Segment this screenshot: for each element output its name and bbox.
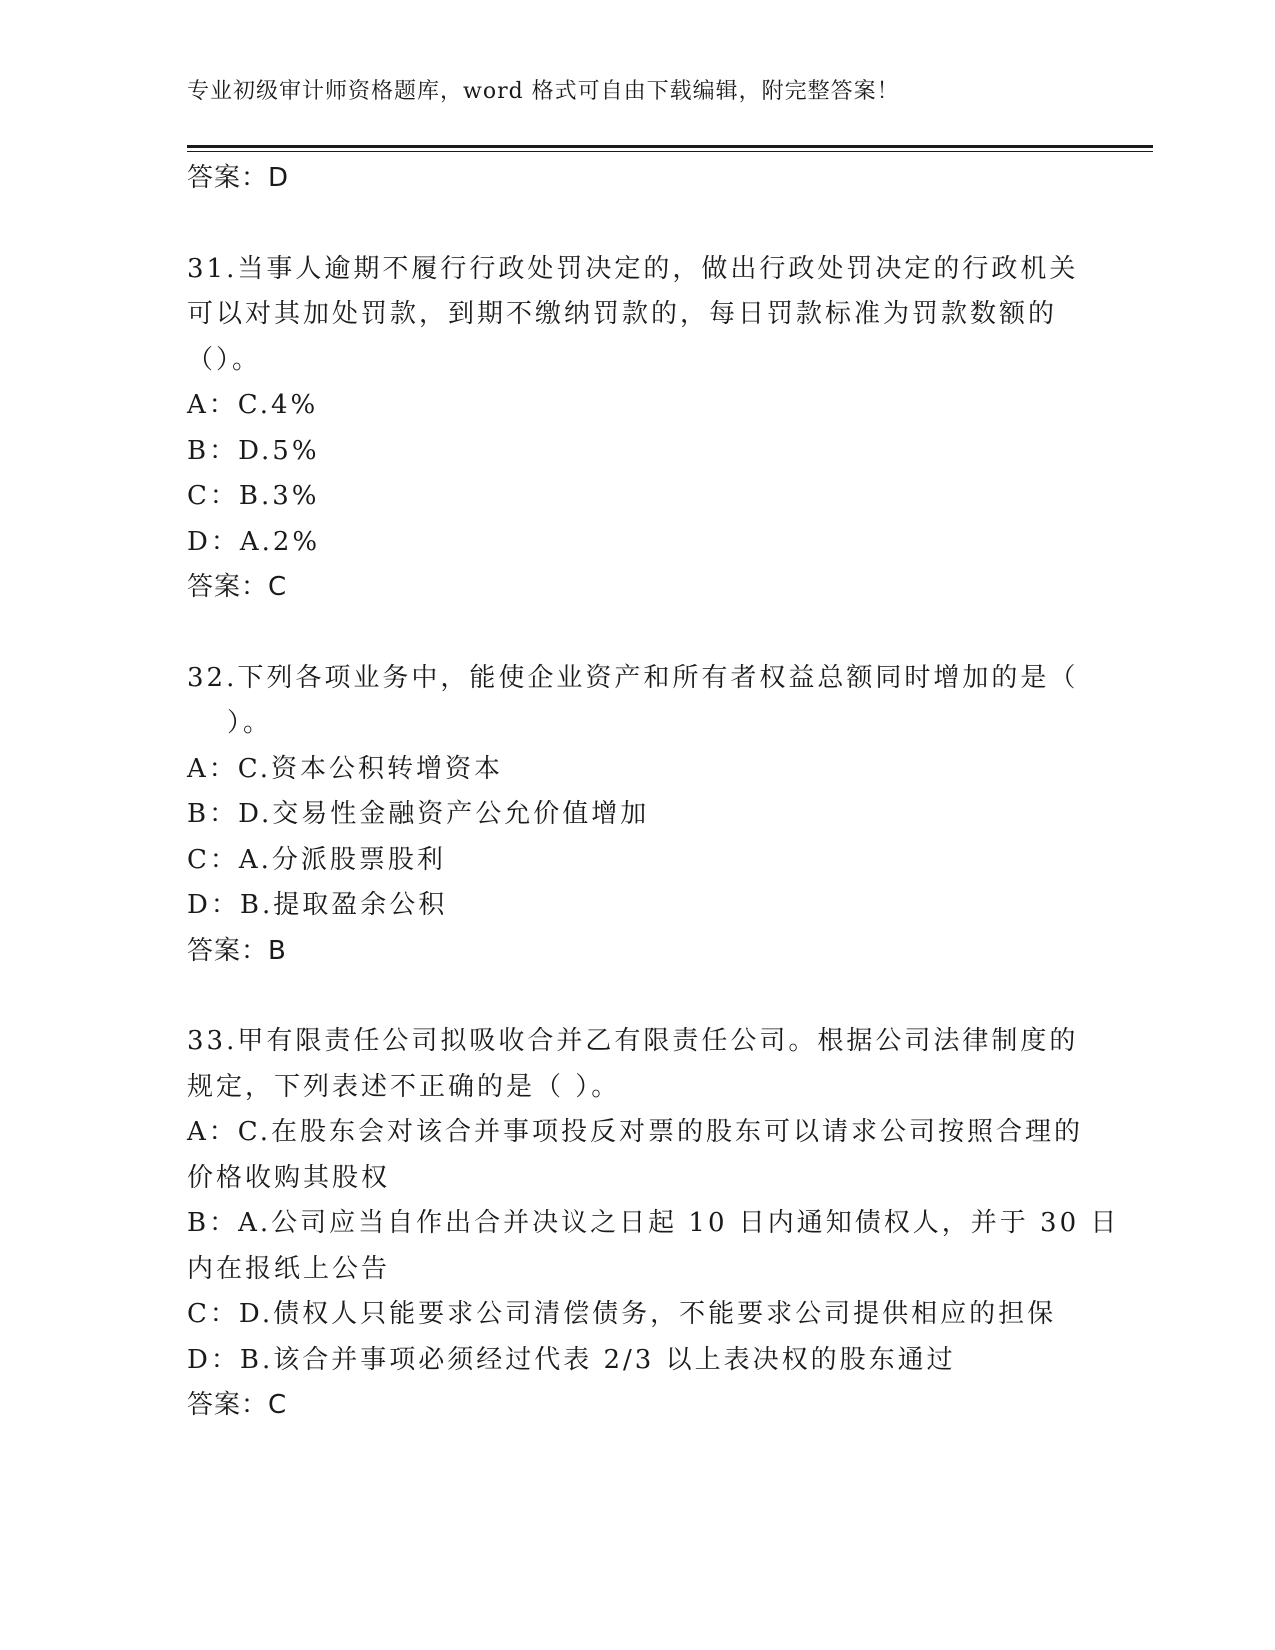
question-31 (187, 247, 1077, 611)
option-d: D：B.该合并事项必须经过代表 2/3 以上表决权的股东通过 (187, 1344, 956, 1375)
question-32 (187, 656, 1077, 975)
header-rule (187, 145, 1153, 148)
question-stem-line: 33.甲有限责任公司拟吸收合并乙有限责任公司。根据公司法律制度的 (187, 1026, 1079, 1056)
option-d: D：B.提取盈余公积 (187, 890, 448, 920)
question-answer: 答案：C (187, 1390, 288, 1420)
spacer (187, 611, 1077, 656)
previous-answer: 答案：D (187, 163, 290, 193)
question-answer: 答案：B (187, 935, 287, 966)
question-stem-line: 32.下列各项业务中，能使企业资产和所有者权益总额同时增加的是（ (187, 662, 1079, 693)
header-rule-thin (187, 151, 1153, 152)
option-b: B：A.公司应当自作出合并决议之日起 10 日内通知债权人，并于 30 日 (187, 1208, 1120, 1238)
option-a: A：C.在股东会对该合并事项投反对票的股东可以请求公司按照合理的 (187, 1117, 1084, 1147)
question-stem-line: 可以对其加处罚款，到期不缴纳罚款的，每日罚款标准为罚款数额的 (187, 299, 1058, 329)
spacer (187, 202, 1077, 247)
question-33 (187, 1019, 1120, 1429)
option-c: C：A.分派股票股利 (187, 844, 446, 875)
option-d: D：A.2% (187, 526, 321, 557)
option-b: B：D.交易性金融资产公允价值增加 (187, 799, 650, 829)
page-header: 专业初级审计师资格题库，word 格式可自由下载编辑，附完整答案！ (187, 79, 900, 104)
option-a-continued: 价格收购其股权 (187, 1162, 391, 1193)
question-stem-line: （）。 (187, 344, 262, 375)
option-b: B：D.5% (187, 435, 320, 466)
option-c: C：D.债权人只能要求公司清偿债务，不能要求公司提供相应的担保 (187, 1299, 1057, 1329)
question-answer: 答案：C (187, 572, 288, 602)
question-stem-line: 规定，下列表述不正确的是（ ）。 (187, 1071, 621, 1102)
option-a: A：C.4% (187, 390, 319, 420)
spacer (187, 974, 1077, 1019)
document-body (187, 156, 1120, 1429)
option-b-continued: 内在报纸上公告 (187, 1253, 391, 1284)
question-stem-line: ）。 (227, 708, 273, 738)
option-c: C：B.3% (187, 481, 320, 511)
option-a: A：C.资本公积转增资本 (187, 753, 504, 784)
question-stem-line: 31.当事人逾期不履行行政处罚决定的，做出行政处罚决定的行政机关 (187, 253, 1079, 284)
